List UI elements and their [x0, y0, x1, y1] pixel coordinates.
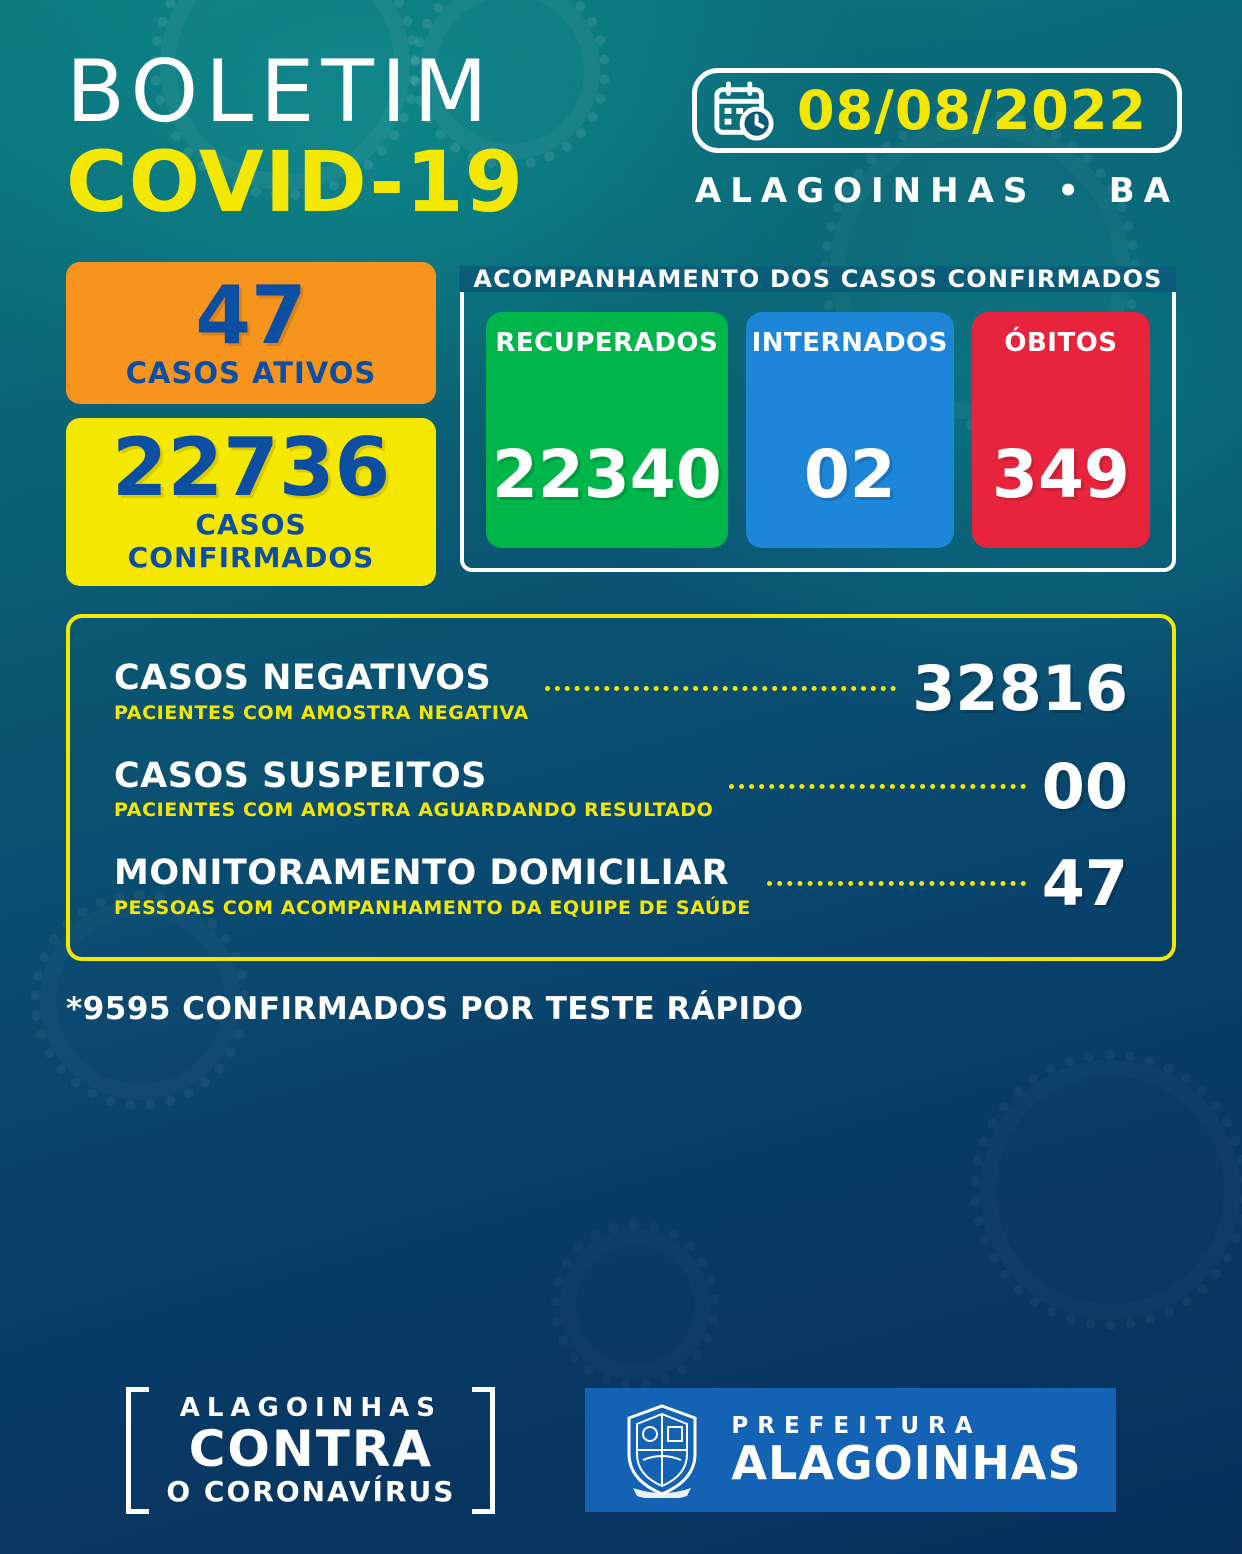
hospitalized-card: [746, 312, 954, 548]
campaign-logo-line2: CONTRA: [188, 1419, 434, 1478]
home-monitoring-value: 47: [1041, 847, 1128, 921]
hospitalized-label: INTERNADOS: [751, 327, 948, 358]
deaths-value: 349: [992, 435, 1130, 513]
negative-cases-value: 32816: [912, 651, 1128, 725]
coat-of-arms-icon: [619, 1402, 705, 1498]
active-cases-card: [66, 262, 436, 404]
deaths-card: [972, 312, 1150, 548]
home-monitoring-subtitle: PESSOAS COM ACOMPANHAMENTO DA EQUIPE DE SAÚDE: [114, 897, 751, 920]
suspected-cases-title: CASOS SUSPEITOS: [114, 755, 487, 796]
city-hall-line2: ALAGOINHAS: [731, 1436, 1082, 1491]
recovered-value: 22340: [492, 435, 722, 513]
top-stats-row: [0, 226, 1242, 586]
footnote-rapid-test: *9595 CONFIRMADOS POR TESTE RÁPIDO: [66, 991, 804, 1028]
poster-footer: [0, 1387, 1242, 1515]
city-hall-text: [731, 1413, 1082, 1491]
negative-cases-title: CASOS NEGATIVOS: [114, 657, 492, 698]
detail-text-group: [114, 657, 529, 724]
follow-up-title: ACOMPANHAMENTO DOS CASOS CONFIRMADOS: [459, 265, 1176, 293]
page-title: [66, 42, 525, 231]
active-cases-value: 47: [195, 268, 307, 362]
suspected-cases-value: 00: [1041, 749, 1128, 823]
detail-row-negative: [114, 651, 1128, 725]
calendar-clock-icon: [713, 80, 775, 142]
confirmed-cases-label: CASOS CONFIRMADOS: [127, 507, 375, 574]
title-boletim: BOLETIM: [66, 42, 495, 142]
city-hall-logo: [585, 1388, 1115, 1512]
recovered-card: [486, 312, 728, 548]
detail-row-suspected: [114, 749, 1128, 823]
campaign-logo: [126, 1387, 495, 1515]
follow-up-box: [460, 264, 1176, 572]
virus-decoration-icon: [980, 1060, 1240, 1320]
city-hall-line1: PREFEITURA: [731, 1413, 982, 1440]
detail-text-group: [114, 855, 751, 919]
recovered-label: RECUPERADOS: [495, 327, 719, 358]
home-monitoring-title: MONITORAMENTO DOMICILIAR: [114, 853, 730, 894]
dotted-leader: [729, 784, 1025, 789]
confirmed-cases-card: [66, 418, 436, 586]
negative-cases-subtitle: PACIENTES COM AMOSTRA NEGATIVA: [114, 701, 529, 724]
title-covid: COVID-19: [66, 132, 525, 231]
bulletin-date: 08/08/2022: [796, 79, 1147, 142]
dotted-leader: [545, 686, 896, 691]
date-box: [692, 68, 1182, 153]
details-box: [66, 614, 1176, 961]
hospitalized-value: 02: [803, 435, 896, 513]
virus-decoration-icon: [560, 1230, 710, 1380]
left-stat-cards: [66, 262, 436, 586]
deaths-label: ÓBITOS: [1004, 327, 1118, 358]
detail-text-group: [114, 755, 714, 822]
suspected-cases-subtitle: PACIENTES COM AMOSTRA AGUARDANDO RESULTADO: [114, 799, 714, 822]
campaign-logo-line1: ALAGOINHAS: [179, 1392, 443, 1423]
city-label: ALAGOINHAS • BA: [694, 171, 1180, 211]
campaign-logo-line3: O CORONAVÍRUS: [166, 1475, 456, 1508]
detail-row-home-monitoring: [114, 847, 1128, 921]
dotted-leader: [767, 881, 1026, 886]
follow-up-cards: [486, 312, 1150, 548]
active-cases-label: CASOS ATIVOS: [125, 355, 377, 390]
confirmed-cases-value: 22736: [111, 420, 391, 514]
header-right: [692, 52, 1182, 211]
poster-header: [0, 0, 1242, 231]
